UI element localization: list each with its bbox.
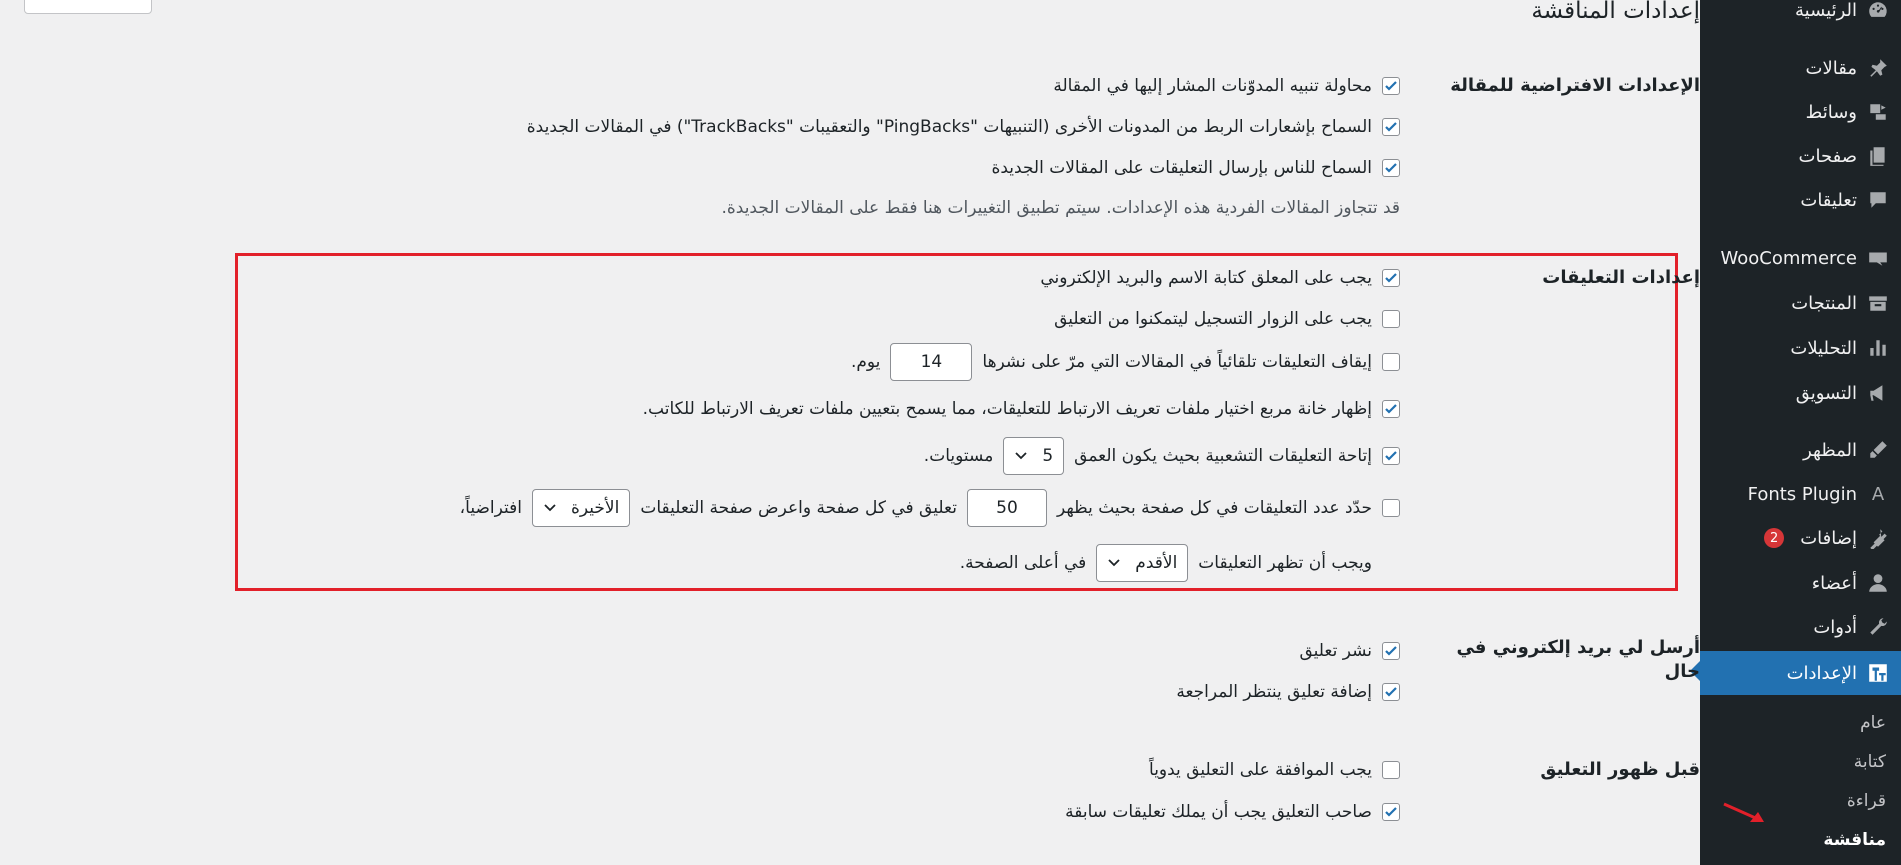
option-label-suffix: افتراضياً، xyxy=(459,498,522,518)
submenu-reading[interactable]: قراءة xyxy=(1846,791,1886,811)
checkbox[interactable] xyxy=(1382,803,1400,821)
option-label: إتاحة التعليقات التشعبية بحيث يكون العمق xyxy=(1074,446,1372,466)
tools-icon xyxy=(1867,616,1889,638)
update-count-badge: 2 xyxy=(1764,528,1784,548)
default-settings-note: قد تتجاوز المقالات الفردية هذه الإعدادات. سيتم تطبيق التغييرات هنا فقط على المقالات الجديدة. xyxy=(721,198,1400,218)
page-title: إعدادات المناقشة xyxy=(1531,0,1700,24)
sidebar-item-products[interactable] xyxy=(1700,283,1901,323)
option-threaded-comments[interactable] xyxy=(924,437,1400,475)
chevron-down-icon xyxy=(1107,556,1121,570)
option-email-moderation[interactable] xyxy=(1176,682,1400,702)
pages-icon xyxy=(1867,145,1889,167)
analytics-icon xyxy=(1867,337,1889,359)
media-icon xyxy=(1867,101,1889,123)
sidebar-item-woocommerce[interactable] xyxy=(1700,238,1901,278)
option-label: السماح للناس بإرسال التعليقات على المقالات الجديدة xyxy=(991,158,1372,178)
option-allow-pingbacks[interactable] xyxy=(527,117,1400,137)
option-pingback-notify[interactable] xyxy=(1053,76,1400,96)
sidebar-item-label: WooCommerce xyxy=(1720,247,1857,269)
sidebar-item-fonts-plugin[interactable] xyxy=(1700,474,1901,514)
option-show-cookies[interactable] xyxy=(643,399,1400,419)
woocommerce-icon xyxy=(1867,247,1889,269)
sidebar-item-plugins[interactable] xyxy=(1700,518,1901,558)
default-settings-label: الإعدادات الافتراضية للمقالة xyxy=(1450,75,1700,96)
chevron-down-icon xyxy=(1014,449,1028,463)
submenu-discussion[interactable]: مناقشة xyxy=(1823,830,1886,850)
option-label: محاولة تنبيه المدوّنات المشار إليها في المقالة xyxy=(1053,76,1372,96)
option-require-name-email[interactable] xyxy=(1040,268,1400,288)
screen-options-button[interactable] xyxy=(24,0,152,14)
sidebar-item-marketing[interactable] xyxy=(1700,373,1901,413)
option-paginate-comments[interactable] xyxy=(460,489,1400,527)
option-label: يجب على المعلق كتابة الاسم والبريد الإلكتروني xyxy=(1040,268,1372,288)
option-label-suffix: في أعلى الصفحة. xyxy=(959,553,1087,573)
option-label-suffix: يوم. xyxy=(850,352,881,372)
pin-icon xyxy=(1867,57,1889,79)
marketing-icon xyxy=(1867,382,1889,404)
sidebar-item-label: التحليلات xyxy=(1790,337,1857,359)
plugins-icon xyxy=(1867,527,1889,549)
sidebar-item-pages[interactable] xyxy=(1700,136,1901,176)
users-icon xyxy=(1867,572,1889,594)
sidebar-item-dashboard[interactable] xyxy=(1700,0,1901,30)
checkbox[interactable] xyxy=(1382,642,1400,660)
settings-icon xyxy=(1867,662,1889,684)
option-label: حدّد عدد التعليقات في كل صفحة بحيث يظهر xyxy=(1056,498,1372,518)
sidebar-item-users[interactable] xyxy=(1700,563,1901,603)
thread-depth-select[interactable] xyxy=(1003,437,1064,475)
option-manual-approval[interactable] xyxy=(1149,760,1400,780)
sidebar-item-label: مقالات xyxy=(1805,57,1857,79)
select-value: الأخيرة xyxy=(571,498,620,518)
option-require-registration[interactable] xyxy=(1054,309,1400,329)
sidebar-item-analytics[interactable] xyxy=(1700,328,1901,368)
sidebar-item-label: الإعدادات xyxy=(1786,662,1857,684)
option-label-middle: تعليق في كل صفحة واعرض صفحة التعليقات xyxy=(640,498,957,518)
option-label: يجب الموافقة على التعليق يدوياً xyxy=(1149,760,1372,780)
checkbox[interactable] xyxy=(1382,447,1400,465)
option-label: إظهار خانة مربع اختيار ملفات تعريف الارتباط للتعليقات، مما يسمح بتعيين ملفات تعريف الارتباط للكاتب. xyxy=(642,399,1372,419)
products-icon xyxy=(1867,292,1889,314)
checkbox[interactable] xyxy=(1382,353,1400,371)
comment-order-select[interactable] xyxy=(1096,544,1188,582)
sidebar-item-appearance[interactable] xyxy=(1700,430,1901,470)
highlight-box xyxy=(235,253,1678,591)
option-label-suffix: مستويات. xyxy=(923,446,994,466)
checkbox[interactable] xyxy=(1382,499,1400,517)
checkbox[interactable] xyxy=(1382,400,1400,418)
sidebar-item-settings[interactable] xyxy=(1700,651,1901,695)
sidebar-item-label: تعليقات xyxy=(1800,189,1857,211)
dashboard-icon xyxy=(1867,0,1889,21)
sidebar-item-label: التسويق xyxy=(1795,382,1857,404)
chevron-down-icon xyxy=(543,501,557,515)
sidebar-item-posts[interactable] xyxy=(1700,48,1901,88)
submenu-general[interactable]: عام xyxy=(1860,713,1886,733)
checkbox[interactable] xyxy=(1382,159,1400,177)
checkbox[interactable] xyxy=(1382,761,1400,779)
appearance-icon xyxy=(1867,439,1889,461)
sidebar-item-label: صفحات xyxy=(1798,145,1857,167)
submenu-writing[interactable]: كتابة xyxy=(1853,752,1886,772)
option-close-comments[interactable] xyxy=(851,343,1400,381)
sidebar-item-media[interactable] xyxy=(1700,92,1901,132)
sidebar-item-tools[interactable] xyxy=(1700,607,1901,647)
fonts-icon: A xyxy=(1871,483,1885,505)
option-previous-approved[interactable] xyxy=(1065,802,1400,822)
sidebar-item-label: Fonts Plugin xyxy=(1747,483,1857,505)
select-value: الأقدم xyxy=(1135,553,1178,573)
close-days-input[interactable]: 14 xyxy=(890,343,972,381)
sidebar-item-label: أدوات xyxy=(1813,616,1857,638)
select-value: 5 xyxy=(1042,446,1054,466)
sidebar-item-label: المنتجات xyxy=(1791,292,1857,314)
red-arrow-annotation xyxy=(1720,800,1770,828)
option-label: يجب على الزوار التسجيل ليتمكنوا من التعليق xyxy=(1054,309,1372,329)
sidebar-item-label: وسائط xyxy=(1805,101,1857,123)
default-page-select[interactable] xyxy=(532,489,630,527)
sidebar-item-label: أعضاء xyxy=(1811,572,1857,594)
comments-per-page-input[interactable]: 50 xyxy=(967,489,1047,527)
admin-sidebar xyxy=(1700,0,1901,865)
checkbox[interactable] xyxy=(1382,77,1400,95)
sidebar-item-label: المظهر xyxy=(1803,439,1857,461)
checkbox[interactable] xyxy=(1382,683,1400,701)
checkbox[interactable] xyxy=(1382,269,1400,287)
checkbox[interactable] xyxy=(1382,118,1400,136)
option-email-comment-posted[interactable] xyxy=(1299,641,1400,661)
before-comment-label: قبل ظهور التعليق xyxy=(1540,759,1700,780)
option-label: نشر تعليق xyxy=(1299,641,1372,661)
checkbox[interactable] xyxy=(1382,310,1400,328)
option-label: إيقاف التعليقات تلقائياً في المقالات التي مرّ على نشرها xyxy=(982,352,1372,372)
option-comment-order xyxy=(960,544,1372,582)
sidebar-item-comments[interactable] xyxy=(1700,180,1901,220)
option-label: صاحب التعليق يجب أن يملك تعليقات سابقة xyxy=(1065,802,1372,822)
option-label: إضافة تعليق ينتظر المراجعة xyxy=(1176,682,1372,702)
option-allow-comments[interactable] xyxy=(991,158,1400,178)
option-label: السماح بإشعارات الربط من المدونات الأخرى (التنبيهات "PingBacks" والتعقيبات "TrackBacks") في المقالات الجديدة xyxy=(526,117,1372,137)
email-me-label: أرسل لي بريد إلكتروني في حال xyxy=(1456,637,1700,682)
sidebar-item-label: إضافات xyxy=(1800,527,1857,549)
option-label: ويجب أن تظهر التعليقات xyxy=(1198,553,1372,573)
comments-icon xyxy=(1867,189,1889,211)
sidebar-item-label: الرئيسية xyxy=(1795,0,1857,21)
comment-settings-label: إعدادات التعليقات xyxy=(1542,267,1700,288)
